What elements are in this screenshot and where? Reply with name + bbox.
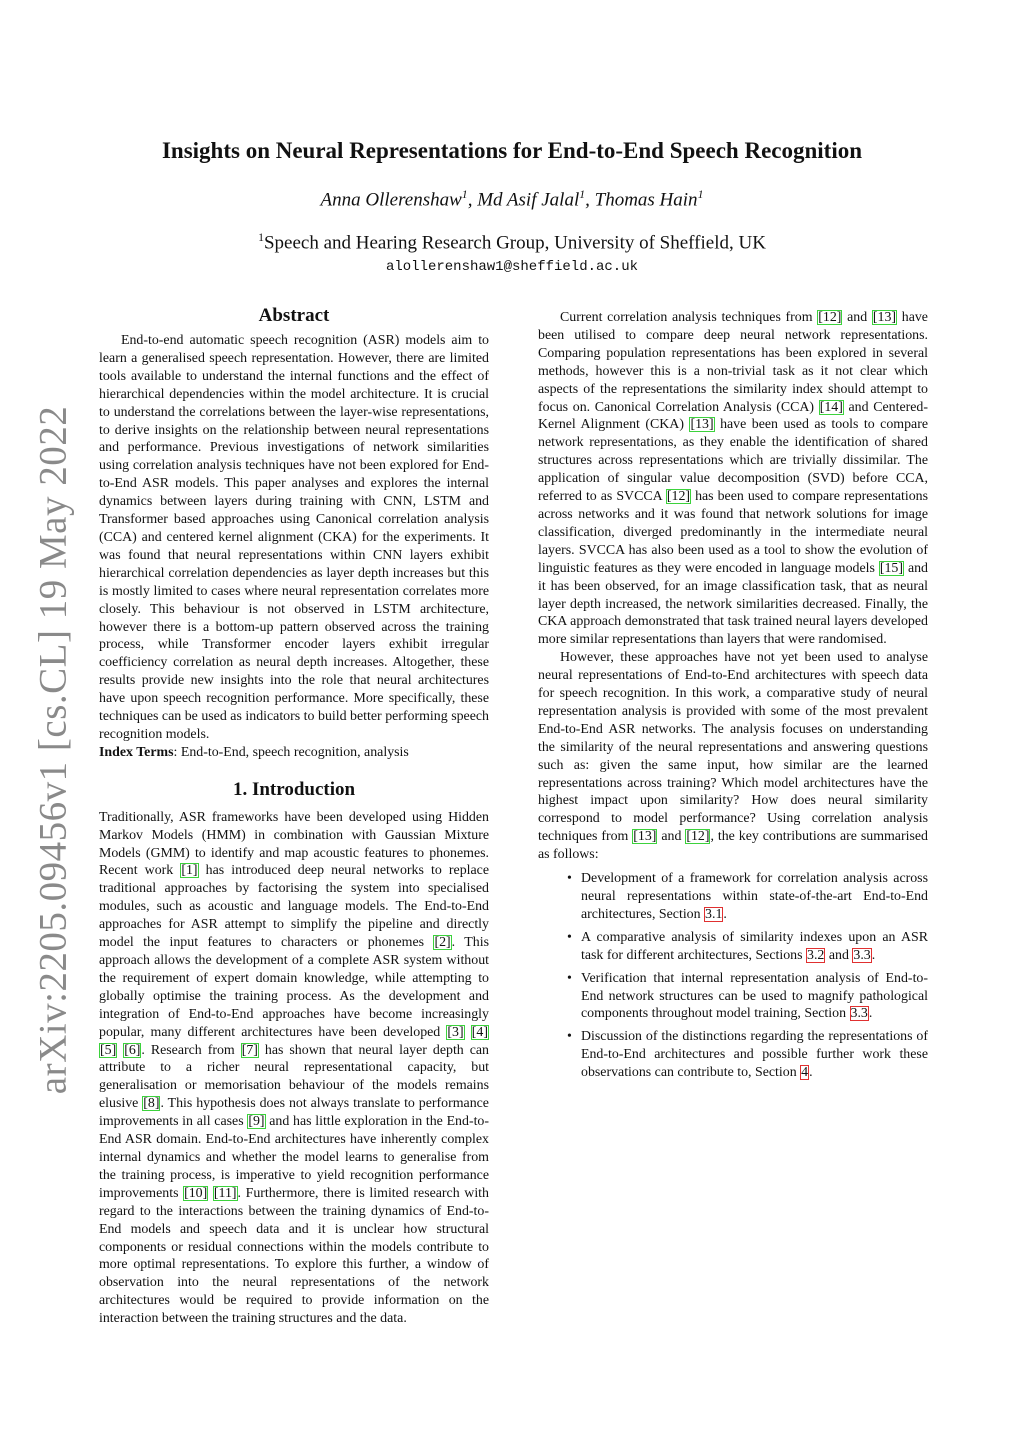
contribution-item — [581, 929, 928, 965]
section-ref-link[interactable]: 3.3 — [850, 1006, 868, 1022]
citation-link[interactable]: [12] — [818, 310, 842, 325]
text-run: . Furthermore, there is limited research with regard to the interactions between the training dynamics of End-to-End models and speech data and it is unclear how structural components or residual connections within the models contribute to more optimal representations. To explore this further, a window of observation into the neural representations of the network architectures would be required to provide information on the interaction between the training structures and the data. — [99, 1185, 489, 1327]
introduction-heading: 1. Introduction — [232, 778, 356, 800]
text-run: Current correlation analysis techniques from — [560, 310, 818, 325]
text-run: Development of a framework for correlation analysis across neural representations within state-of-the-art End-to-End architectures, Section — [581, 871, 928, 922]
citation-link[interactable]: [13] — [872, 310, 897, 325]
abstract-heading: Abstract — [258, 305, 330, 326]
right-column — [538, 309, 928, 1087]
citation-link[interactable]: [11] — [213, 1185, 237, 1201]
citation-link[interactable]: [3] — [447, 1024, 464, 1040]
text-run: . — [723, 906, 727, 922]
paper-title: Insights on Neural Representations for End-to-End Speech Recognition — [161, 138, 863, 163]
text-run: and — [657, 829, 686, 845]
author-affil-mark: 1 — [579, 188, 586, 201]
citation-link[interactable]: [5] — [100, 1042, 117, 1058]
text-run: has introduced deep neural networks to replace traditional approaches by factorising the system into specialised modules, such as acoustic and language models. The End-to-End approaches for ASR attempt to simplify the pipeline and directly model the input features to characters or phonemes — [99, 863, 489, 951]
text-run: have been utilised to compare deep neural network representations. Comparing population representations has been explored in several methods, however this is a non-trivial task as it not clear which aspects of the representations the similarity index should attempt to focus on. Canonical Correlation Analysis (CCA) — [538, 310, 928, 415]
index-terms-text: : End-to-End, speech recognition, analysis — [173, 744, 409, 760]
contribution-item — [581, 1028, 928, 1082]
citation-link[interactable]: [10] — [184, 1185, 208, 1201]
citation-link[interactable]: [12] — [686, 829, 710, 845]
text-run: . — [871, 947, 876, 963]
author-affil-mark: 1 — [461, 188, 468, 201]
affiliation — [0, 231, 1024, 254]
text-run — [465, 1025, 471, 1040]
text-run: Verification that internal representation analysis of End-to-End network structures can be used to magnify pathological components throughout model training, Section — [581, 970, 928, 1022]
text-run: has shown that neural layer depth can attribute to a richer neural representational capacity, but generalisation or memorisation behaviour of the models remains elusive — [99, 1042, 490, 1112]
author-affil-mark: 1 — [697, 188, 704, 201]
index-terms-label: Index Terms — [99, 744, 174, 760]
arxiv-id-text: arXiv:2205.09456v1 [cs.CL] 19 May 2022 — [31, 405, 75, 1095]
author-name: Md Asif Jalal — [477, 189, 580, 211]
intro-paragraph-2 — [538, 309, 928, 649]
text-run: . — [868, 1006, 873, 1022]
arxiv-watermark — [18, 405, 88, 1095]
contributions-list — [538, 870, 928, 1082]
citation-link[interactable]: [1] — [181, 863, 198, 879]
author-name: Thomas Hain — [594, 189, 698, 211]
text-run: and it has been observed, for an image classification task, that as neural layer depth increased, the network similarities decreased. Finally, the CKA approach demonstrated that task trained neural layers developed more similar representations than layers that were randomised. — [538, 560, 929, 648]
text-run: and — [842, 310, 872, 325]
text-run: and — [825, 947, 853, 963]
citation-link[interactable]: [2] — [434, 935, 451, 951]
text-run: A comparative analysis of similarity indexes upon an ASR task for different architectures, Sections — [581, 929, 928, 963]
affil-mark: 1 — [258, 231, 264, 244]
section-ref-link[interactable]: 3.3 — [853, 947, 871, 963]
text-run: has been used to compare representations across networks and it was found that network solutions for image classification, diverged predominantly in the intermediate neural layers. SVCCA has also been used as a tool to show the evolution of linguistic features as they were encoded in language models — [538, 489, 928, 576]
index-terms — [99, 744, 489, 762]
text-run: , the key contributions are summarised as follows: — [538, 829, 928, 863]
text-run: and Centered-Kernel Alignment (CKA) — [538, 399, 928, 433]
citation-link[interactable]: [7] — [241, 1042, 258, 1058]
text-run: Traditionally, ASR frameworks have been developed using Hidden Markov Models (HMM) in combination with Gaussian Mixture Models (GMM) to identify and map acoustic features to phonemes. Recent work — [99, 809, 489, 879]
text-run: and has little exploration in the End-to-End ASR domain. End-to-End architectures have inherently complex internal dynamics and whether the model learns to generalise from the training process, is imperative to yield recognition performance improvements — [99, 1114, 489, 1201]
abstract-text: End-to-end automatic speech recognition (ASR) models aim to learn a generalised speech representation. However, there are limited tools available to understand the internal functions and the effect of hierarchical dependencies within the model architecture. It is crucial to understand the correlations between the layer-wise representations, to derive insights on the relationship between neural representations and performance. Previous investigations of network similarities using correlation analysis techniques have not been explored for End-to-End ASR models. This paper analyses and explores the internal dynamics between layers during training with CNN, LSTM and Transformer based approaches using Canonical correlation analysis (CCA) and centered kernel alignment (CKA) for the experiments. It was found that neural representations within CNN layers exhibit hierarchical correlation dependencies as layer depth increases but this is mostly limited to cases where neural representation correlates more closely. This behaviour is not observed in LSTM architecture, however there is a bottom-up pattern observed across the training process, while Transformer encoder layers exhibit irregular coefficiency correlation as neural depth increases. Altogether, these results provide new insights into the role that neural architectures have upon speech recognition performance. More specifically, these techniques can be used as indicators to build better performing speech recognition models. — [99, 333, 489, 742]
citation-link[interactable]: [8] — [143, 1096, 160, 1112]
section-ref-link[interactable]: 3.2 — [807, 947, 825, 963]
text-run: have been used as tools to compare network representations, as they enable the identification of shared structures across representations which are trivially dissimilar. The application of singular value decomposition (SVD) before CCA, referred to as SVCCA — [538, 417, 929, 505]
author-name: Anna Ollerenshaw — [320, 189, 462, 211]
text-run: . This hypothesis does not always translate to performance improvements in all cases — [99, 1096, 489, 1130]
text-run: However, these approaches have not yet been used to analyse neural representations of End-to-End architectures with speech data for speech recognition. In this work, a comparative study of neural representation analysis is provided with some of the most prevalent End-to-End ASR networks. The analysis focuses on understanding the similarity of the neural representations and answering questions such as: given the same input, how similar are the learned representations across training? Which model architectures have the highest impact upon similarity? How does neural similarity correspond to model performance? Using correlation analysis techniques from — [538, 650, 928, 845]
citation-link[interactable]: [13] — [633, 829, 657, 845]
contribution-item — [581, 970, 928, 1024]
text-run: . Research from — [141, 1042, 241, 1058]
text-run: Discussion of the distinctions regarding the representations of End-to-End architectures and possible further work these observations can contribute to, Section — [581, 1029, 928, 1081]
citation-link[interactable]: [6] — [124, 1042, 141, 1058]
author-list: Anna Ollerenshaw$^1$, Md Asif Jalal$^1$, Thomas Hain$^1$ — [320, 188, 704, 211]
intro-paragraph-1 — [99, 809, 489, 1328]
left-column — [99, 304, 489, 1328]
section-ref-link[interactable]: 3.1 — [705, 906, 723, 922]
contribution-item — [581, 870, 928, 924]
section-ref-link[interactable]: 4 — [801, 1065, 809, 1081]
citation-link[interactable]: [13] — [690, 417, 714, 433]
citation-link[interactable]: [9] — [248, 1114, 265, 1130]
intro-paragraph-3 — [538, 649, 928, 864]
citation-link[interactable]: [14] — [819, 399, 843, 415]
text-run: . — [809, 1065, 813, 1081]
citation-link[interactable]: [4] — [471, 1024, 488, 1040]
citation-link[interactable]: [12] — [666, 489, 691, 505]
text-run: . This approach allows the development of a complete ASR system without the requirement of expert domain knowledge, while attempting to globally optimise the training process. As the development and integration of End-to-End approaches have become increasingly popular, many different architectures have been developed — [99, 935, 489, 1040]
author-email[interactable]: alollerenshaw1@sheffield.ac.uk — [385, 259, 639, 275]
citation-link[interactable]: [15] — [879, 560, 904, 576]
affil-text: Speech and Hearing Research Group, University of Sheffield, UK — [263, 232, 766, 254]
